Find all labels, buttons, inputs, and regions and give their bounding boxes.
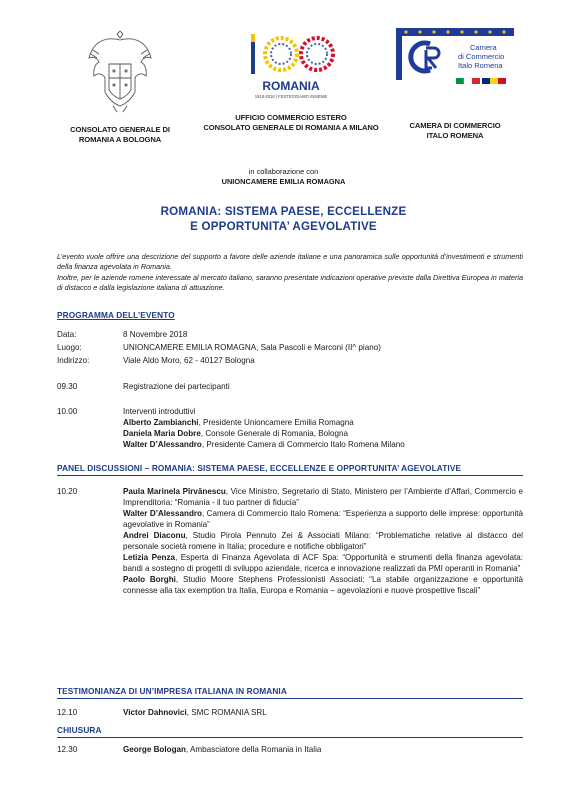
collaboration-line — [0, 167, 567, 187]
romania-coat-of-arms-icon — [85, 28, 155, 114]
intro-paragraph: Inoltre, per le aziende romene interessate al mercato italiano, saranno presentate indicazioni operative previste dalla Direttiva Europea in materia di distacco e dalla legislazione italiana di attuazione. — [57, 272, 523, 292]
commerce-office-caption: UFFICIO COMMERCIO ESTERO CONSOLATO GENERALE DI ROMANIA A MILANO — [203, 113, 379, 132]
intro-paragraph: L’evento vuole offrire una descrizione del supporto a favore delle aziende italiane e una panoramica sulle opportunità d’investimenti e strumenti della finanza agevolata in Romania. — [57, 252, 523, 272]
svg-text:Camera: Camera — [470, 43, 497, 52]
page-title: ROMANIA: SISTEMA PAESE, ECCELLENZE E OPPORTUNITA’ AGEVOLATIVE — [160, 205, 407, 233]
consulate-logo-block — [60, 28, 180, 145]
section-heading-programma: PROGRAMMA DELL’EVENTO — [57, 310, 175, 320]
logo-romania-text: ROMANIA — [262, 79, 320, 93]
logo-tagline: 1918-2018 | FESTEGGIAMO INSIEME — [254, 94, 328, 99]
section-heading-panel: PANEL DISCUSSIONI – ROMANIA: SISTEMA PAESE, ECCELLENZE E OPPORTUNITA’ AGEVOLATIVE — [57, 463, 523, 476]
logo-header — [0, 28, 567, 168]
ccir-chamber-logo-icon — [396, 28, 514, 90]
panel-item: Walter D’Alessandro, Camera di Commercio Italo Romena: “Esperienza a supporto delle imprese: opportunità agevolative in Romania” — [123, 509, 523, 529]
section-heading-testimonianza: TESTIMONIANZA DI UN’IMPRESA ITALIANA IN ROMANIA — [57, 686, 523, 699]
panel-item: Paula Marinela Pîrvănescu, Vice Ministro, Segretario di Stato, Ministero per l’Ambiente d’Affari, Commercio e Imprenditoria: “Romania - il tuo partner di fiducia” — [123, 487, 523, 507]
romania-100-logo-block — [202, 28, 380, 133]
romania-centenary-logo-icon — [241, 28, 341, 100]
ccir-logo-block — [388, 28, 522, 141]
speaker-line: Daniela Maria Dobre, Console Generale di Romania, Bologna — [123, 429, 348, 438]
collab-label: in collaborazione con — [248, 167, 319, 176]
panel-item: Letizia Penza, Esperta di Finanza Agevolata di ACF Spa: “Opportunità e strumenti della finanza agevolata: bandi a sostegno di progetti di sviluppo aziendale, ricerca e innovazione realizzati da PMI operanti in Romania” — [123, 553, 524, 573]
panel-item: Andrei Diaconu, Studio Pirola Pennuto Zei & Associati Milano: “Problematiche relative al distacco del personale società romene in Italia; procedure e notifiche obbligatori” — [123, 531, 523, 551]
document-page: CONSOLATO GENERALE DI ROMANIA A BOLOGNA ROMANIA 1918-2018 | FESTEGGIAMO INSIEME UFFICIO COMMERCIO ESTERO CONSOLATO GENERALE DI ROMANIA A MILANO Camera di Commercio Italo Romena CAMERA DI COMMERCIO ITALO ROMENA in collaborazione con UNIONCAMERE EMILIA ROMAGNA ROMANIA: SISTEMA PAESE, ECCELLENZE E OPPORTUNITA’ AGEVOLATIVE L’evento vuole offrire una descrizione del supporto a favore delle aziende italiane e una panoramica sulle opportunità d’investimenti e strumenti della finanza agevolata in Romania. Inoltre, per le aziende romene interessate al mercato italiano, saranno presentate indicazioni operative previste dalla Direttiva Europea in materia di distacco e dalla legislazione italiana di attuazione. PROGRAMMA DELL’EVENTO Data: 8 Novembre 2018 Luogo: UNIONCAMERE EMILIA ROMAGNA, Sala Pascoli e Marconi (II^ piano) Indirizzo: Viale Aldo Moro, 62 - 40127 Bologna 09.30 Registrazione dei partecipanti 10.00 Interventi introduttivi Alberto Zambianchi, Presidente Unioncamere Emilia Romagna Daniela Maria Dobre, Console Generale di Romania, Bologna Walter D’Alessandro, Presidente Camera di Commercio Italo Romena Milano PANEL DISCUSSIONI – ROMANIA: SISTEMA PAESE, ECCELLENZE E OPPORTUNITA’ AGEVOLATIVE 10.20 Paula Marinela Pîrvănescu, Vice Ministro, Segretario di Stato, Ministero per l’Ambiente d’Affari, Commercio e Imprenditoria: “Romania - il tuo partner di fiducia” Walter D’Alessandro, Camera di Commercio Italo Romena: “Esperienza a supporto delle imprese: opportunità agevolative in Romania” Andrei Diaconu, Studio Pirola Pennuto Zei & Associati Milano: “Problematiche relative al distacco del personale società romene in Italia; procedure e notifiche obbligatori” Letizia Penza, Esperta di Finanza Agevolata di ACF Spa: “Opportunità e strumenti della finanza agevolata: bandi a sostegno di progetti di sviluppo aziendale, ricerca e innovazione realizzati da PMI operanti in Romania” Paolo Borghi, Studio Moore Stephens Professionisti Associati: “La stabile organizzazione e opportunità connesse alla tax exemption tra Italia, Europa e Romania – agevolazioni e nuove prospettive fiscali” TESTIMONIANZA DI UN’IMPRESA ITALIANA IN ROMANIA 12.10 Victor Dahnovici, SMC ROMANIA SRL CHIUSURA 12.30 George Bologan, Ambasciatore della Romania in Italia — [0, 0, 567, 797]
consulate-caption: CONSOLATO GENERALE DI ROMANIA A BOLOGNA — [70, 125, 170, 144]
panel-item: Paolo Borghi, Studio Moore Stephens Professionisti Associati: “La stabile organizzazione e opportunità connesse alla tax exemption tra Italia, Europa e Romania – agevolazioni e nuove prospettive fiscali” — [123, 575, 523, 595]
svg-text:Italo Romena: Italo Romena — [458, 61, 503, 70]
chamber-caption: CAMERA DI COMMERCIO ITALO ROMENA — [409, 121, 501, 140]
intro-text — [57, 252, 523, 293]
collab-org: UNIONCAMERE EMILIA ROMAGNA — [221, 177, 346, 186]
section-heading-chiusura: CHIUSURA — [57, 725, 523, 738]
speaker-line: Alberto Zambianchi, Presidente Unioncamere Emilia Romagna — [123, 418, 354, 427]
speaker-line: Walter D’Alessandro, Presidente Camera di Commercio Italo Romena Milano — [123, 440, 405, 449]
svg-text:di Commercio: di Commercio — [458, 52, 505, 61]
